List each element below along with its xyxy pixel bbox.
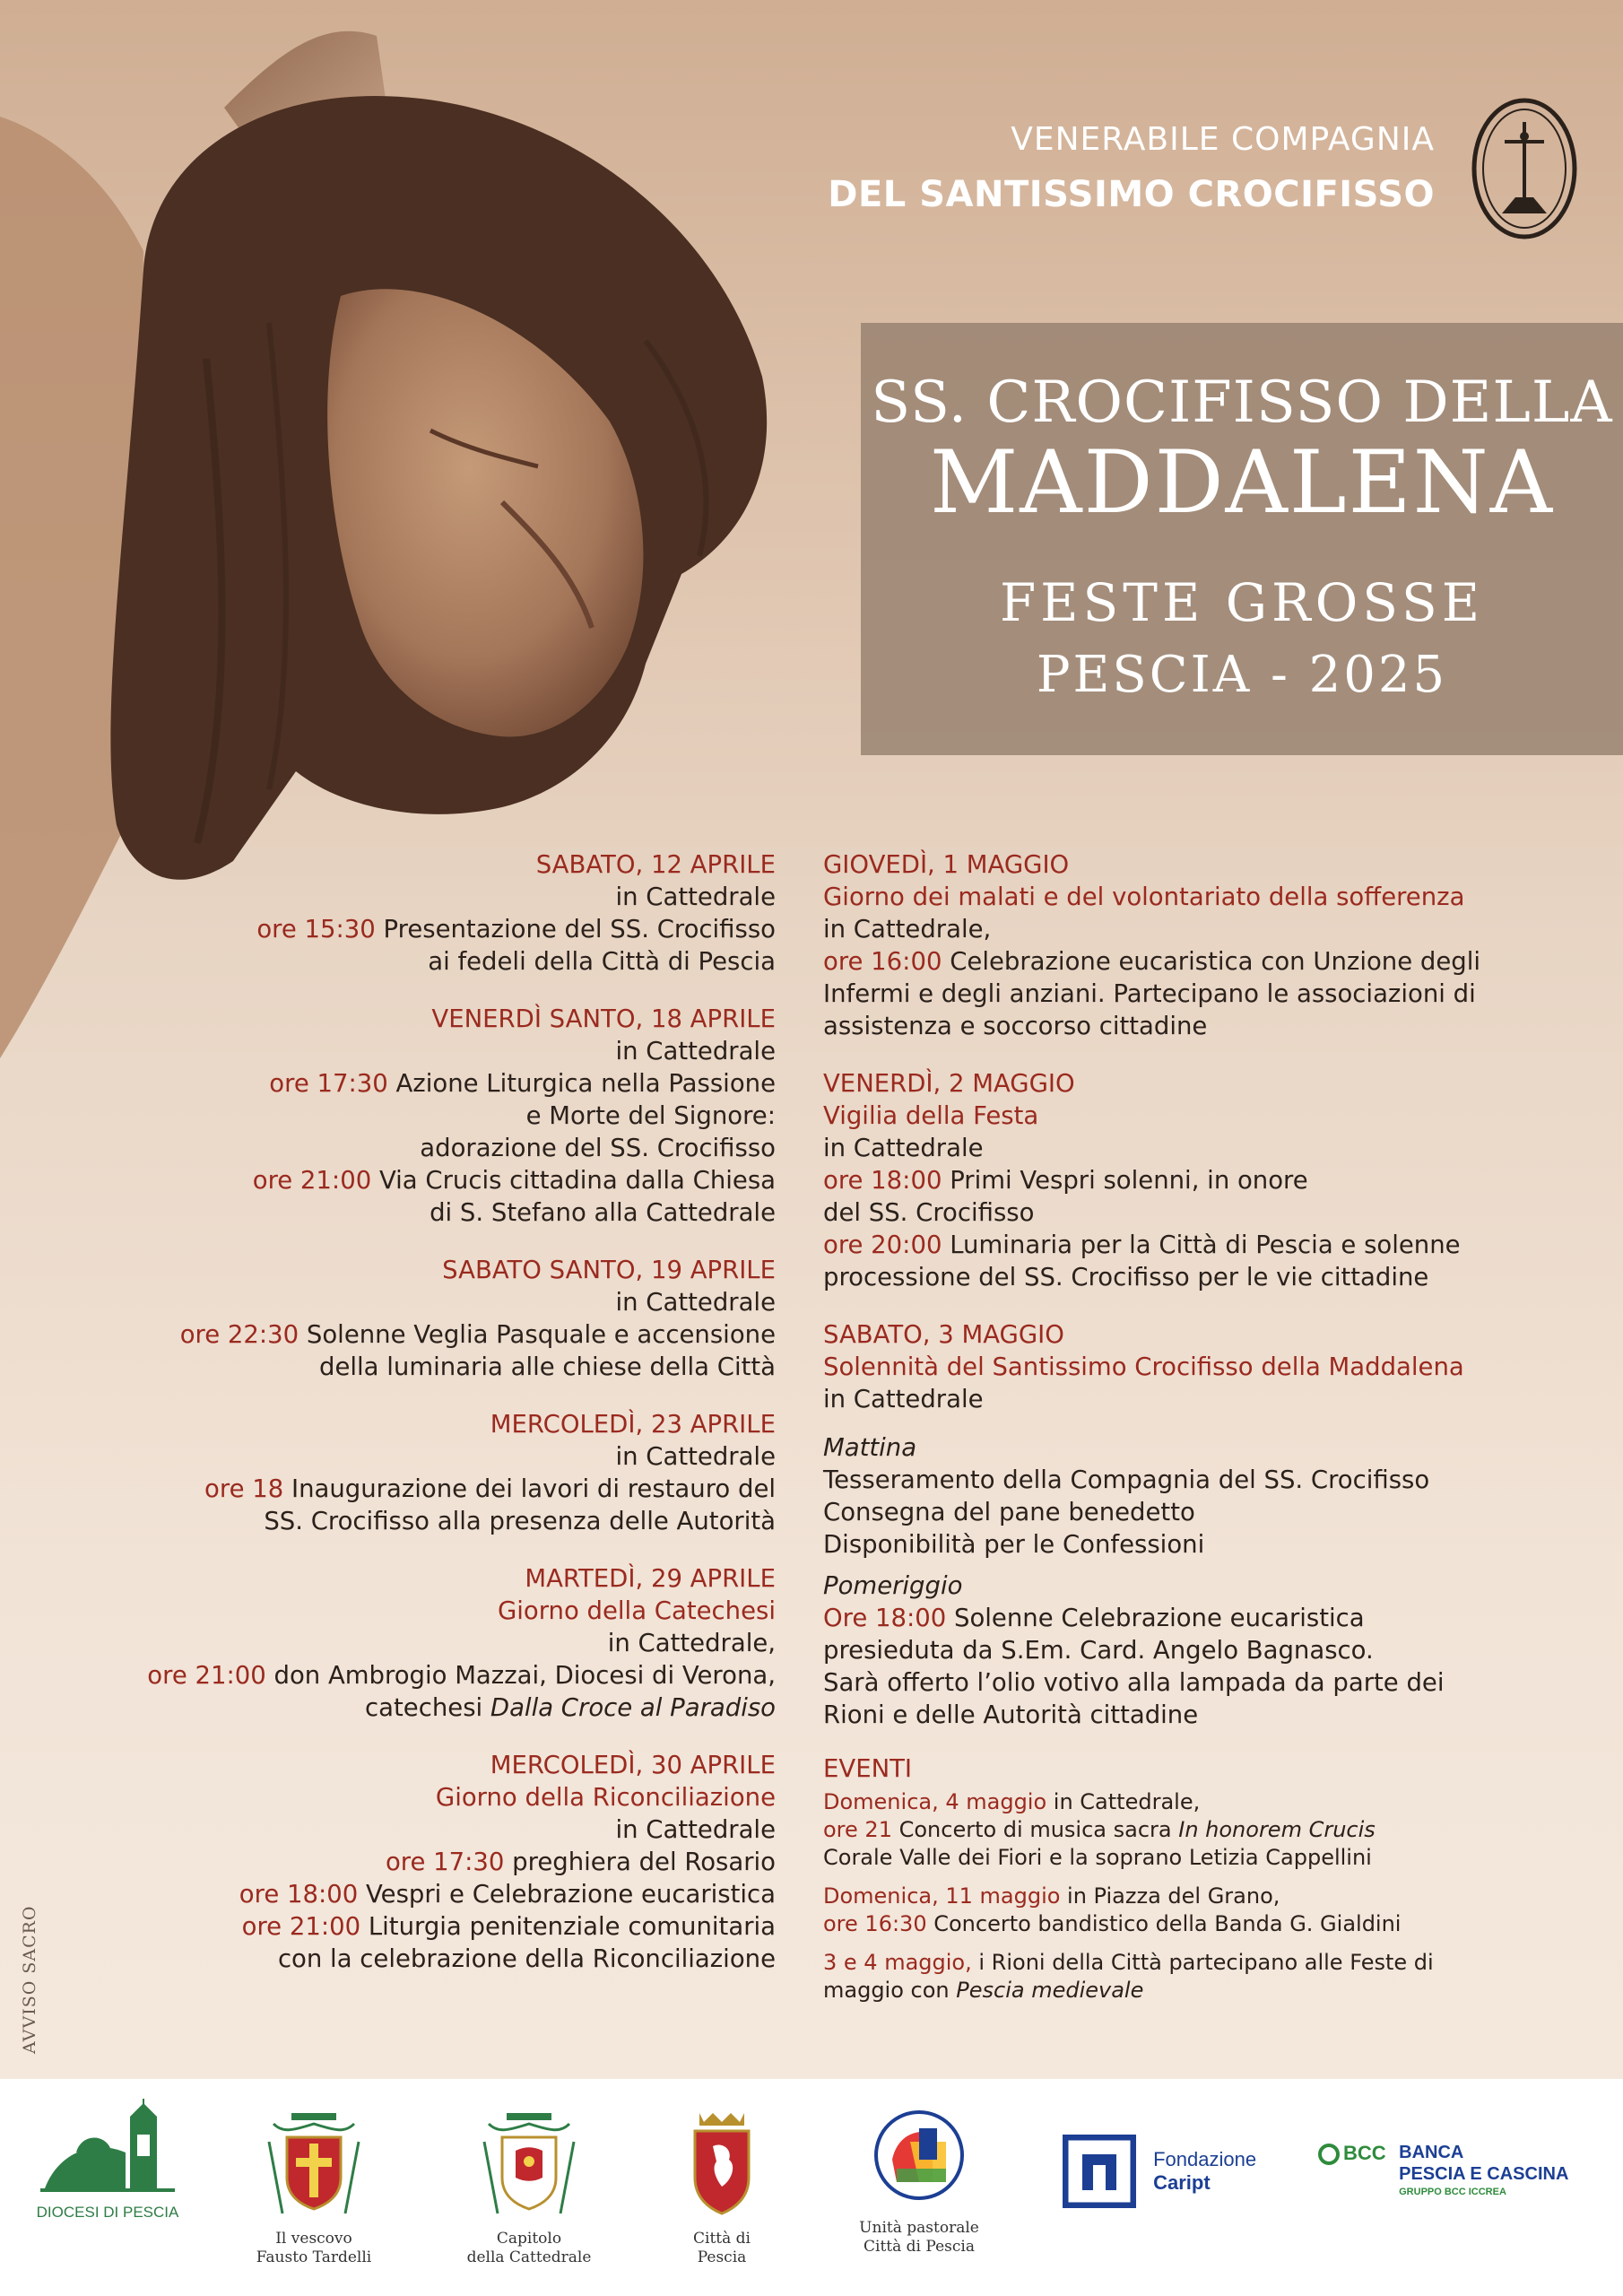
schedule-time: ore 16:00 xyxy=(823,947,942,976)
right-schedule-column xyxy=(823,848,1612,2005)
company-line1: VENERABILE COMPAGNIA xyxy=(1011,121,1435,158)
schedule-text: catechesi xyxy=(365,1693,490,1722)
schedule-text: e Morte del Signore: xyxy=(525,1101,776,1130)
schedule-text: di S. Stefano alla Cattedrale xyxy=(430,1198,776,1227)
evento-date: 3 e 4 maggio, xyxy=(823,1950,972,1975)
city-coat-of-arms-icon xyxy=(677,2106,767,2222)
pomeriggio-line xyxy=(823,1602,1612,1634)
capitolo-coat-of-arms-icon xyxy=(480,2106,578,2222)
evento-performers: Corale Valle dei Fiori e la soprano Letizia Cappellini xyxy=(823,1845,1372,1870)
schedule-day xyxy=(22,1254,776,1383)
schedule-time: ore 15:30 xyxy=(256,915,376,944)
logo-bcc xyxy=(1318,2142,1614,2199)
pomeriggio-section xyxy=(823,1570,1612,1731)
schedule-day-title: MERCOLEDÌ, 23 APRILE xyxy=(490,1410,776,1439)
logo-caption: Capitolo xyxy=(496,2230,562,2248)
logo-diocesi-text: DIOCESI DI PESCIA xyxy=(36,2204,179,2221)
schedule-line xyxy=(22,1878,776,1910)
evento-1 xyxy=(823,1788,1612,1872)
schedule-day xyxy=(22,848,776,978)
schedule-text: Solenne Veglia Pasquale e accensione xyxy=(299,1320,776,1349)
schedule-day-title: VENERDÌ, 2 MAGGIO xyxy=(823,1069,1075,1098)
pomeriggio-time: Ore 18:00 xyxy=(823,1604,947,1632)
schedule-line xyxy=(823,1383,1612,1415)
pomeriggio-line: presieduta da S.Em. Card. Angelo Bagnasco. xyxy=(823,1636,1374,1665)
caript-text xyxy=(1153,2148,1256,2195)
pomeriggio-text: Solenne Celebrazione eucaristica xyxy=(946,1604,1365,1632)
schedule-line xyxy=(823,1196,1612,1229)
schedule-line xyxy=(823,978,1612,1010)
schedule-text: SS. Crocifisso alla presenza delle Autorità xyxy=(264,1507,776,1535)
spacer xyxy=(823,1872,1612,1883)
caript-line2: Caript xyxy=(1153,2171,1211,2194)
evento-date: Domenica, 11 maggio xyxy=(823,1883,1061,1909)
logo-diocesi xyxy=(36,2099,179,2222)
schedule-line xyxy=(22,945,776,978)
logo-caption: Il vescovo xyxy=(275,2230,352,2248)
schedule-text: Celebrazione eucaristica con Unzione degli xyxy=(942,947,1480,976)
schedule-line xyxy=(22,1351,776,1383)
schedule-text: in Cattedrale xyxy=(615,1442,776,1471)
schedule-line xyxy=(22,1318,776,1351)
schedule-text: in Cattedrale xyxy=(823,1134,984,1162)
schedule-line xyxy=(22,1196,776,1229)
evento-desc: Concerto di musica sacra xyxy=(891,1817,1179,1842)
schedule-day-subtitle: Solennità del Santissimo Crocifisso della Maddalena xyxy=(823,1352,1464,1381)
logo-unita-pastorale xyxy=(843,2106,995,2257)
evento-desc: maggio con xyxy=(823,1978,957,2003)
schedule-line xyxy=(823,913,1612,945)
schedule-text: in Cattedrale xyxy=(823,1385,984,1413)
schedule-line xyxy=(823,1132,1612,1164)
schedule-time: ore 17:30 xyxy=(269,1069,388,1098)
schedule-line xyxy=(22,1473,776,1505)
schedule-line xyxy=(22,1100,776,1132)
title-line1: SS. CROCIFISSO DELLA xyxy=(871,370,1613,436)
bcc-logo-icon xyxy=(1318,2144,1340,2165)
evento-title: In honorem Crucis xyxy=(1178,1817,1376,1842)
schedule-line xyxy=(823,1261,1612,1293)
schedule-text: Azione Liturgica nella Passione xyxy=(387,1069,776,1098)
schedule-line xyxy=(22,1659,776,1692)
spacer xyxy=(823,1938,1612,1949)
schedule-text: in Cattedrale xyxy=(615,1037,776,1065)
schedule-line xyxy=(823,1010,1612,1042)
logo-vescovo xyxy=(242,2106,386,2267)
schedule-text: Inaugurazione dei lavori di restauro del xyxy=(283,1474,776,1503)
schedule-day-title: VENERDÌ SANTO, 18 APRILE xyxy=(431,1004,776,1033)
schedule-line xyxy=(823,1164,1612,1196)
schedule-line xyxy=(22,1132,776,1164)
schedule-text: in Cattedrale xyxy=(615,1815,776,1844)
schedule-day-subtitle: Giorno della Catechesi xyxy=(497,1596,776,1625)
schedule-day xyxy=(22,1408,776,1537)
bcc-line1: BANCA xyxy=(1399,2143,1464,2162)
avviso-sacro-label: AVVISO SACRO xyxy=(20,1905,39,2054)
logo-citta xyxy=(655,2106,789,2267)
company-seal-icon xyxy=(1471,97,1578,240)
schedule-line xyxy=(823,1229,1612,1261)
schedule-day xyxy=(22,1562,776,1724)
schedule-text: Liturgia penitenziale comunitaria xyxy=(360,1912,776,1941)
logo-caption: Pescia xyxy=(697,2248,747,2266)
schedule-text: Via Crucis cittadina dalla Chiesa xyxy=(371,1166,776,1195)
eventi-heading: EVENTI xyxy=(823,1754,913,1783)
schedule-text: Primi Vespri solenni, in onore xyxy=(942,1166,1308,1195)
mattina-label: Mattina xyxy=(823,1433,917,1462)
unita-pastorale-icon xyxy=(870,2106,968,2205)
evento-desc: i Rioni della Città partecipano alle Feste di xyxy=(971,1950,1434,1975)
church-icon xyxy=(40,2099,175,2202)
evento-desc: Concerto bandistico della Banda G. Gialdini xyxy=(926,1911,1402,1936)
caript-logo-icon xyxy=(1063,2135,1136,2208)
schedule-day xyxy=(823,1067,1612,1293)
schedule-day xyxy=(22,1003,776,1229)
schedule-day xyxy=(823,848,1612,1042)
evento-place: in Cattedrale, xyxy=(1046,1789,1201,1814)
bishop-coat-of-arms-icon xyxy=(265,2106,363,2222)
logo-caption: Fausto Tardelli xyxy=(256,2248,372,2266)
schedule-text: della luminaria alle chiese della Città xyxy=(319,1352,776,1381)
schedule-time: ore 18:00 xyxy=(239,1880,359,1909)
schedule-text: Presentazione del SS. Crocifisso xyxy=(375,915,776,944)
schedule-line xyxy=(22,1692,776,1724)
schedule-text: ai fedeli della Città di Pescia xyxy=(428,947,776,976)
mattina-line: Consegna del pane benedetto xyxy=(823,1498,1195,1526)
evento-3 xyxy=(823,1949,1612,2005)
schedule-time: ore 18:00 xyxy=(823,1166,942,1195)
schedule-line xyxy=(22,1505,776,1537)
schedule-day-title: MERCOLEDÌ, 30 APRILE xyxy=(490,1751,776,1779)
logo-caption: della Cattedrale xyxy=(466,2248,592,2266)
caript-line1: Fondazione xyxy=(1153,2148,1257,2170)
evento-time: ore 16:30 xyxy=(823,1911,927,1936)
title-line3: FESTE GROSSE xyxy=(999,572,1485,633)
evento-date: Domenica, 4 maggio xyxy=(823,1789,1047,1814)
company-header xyxy=(828,121,1435,215)
schedule-day-subtitle: Giorno della Riconciliazione xyxy=(435,1783,776,1812)
schedule-text: in Cattedrale, xyxy=(823,915,992,944)
bcc-line2: PESCIA E CASCINA xyxy=(1399,2164,1569,2184)
schedule-day xyxy=(22,1749,776,1975)
bcc-line3: GRUPPO BCC ICCREA xyxy=(1399,2187,1506,2197)
pomeriggio-line: Sarà offerto l’olio votivo alla lampada da parte dei xyxy=(823,1668,1445,1697)
mattina-line: Tesseramento della Compagnia del SS. Crocifisso xyxy=(823,1465,1430,1494)
schedule-text: preghiera del Rosario xyxy=(504,1848,776,1876)
mattina-section xyxy=(823,1431,1612,1561)
schedule-line xyxy=(22,881,776,913)
logo-caption: Città di xyxy=(693,2230,751,2248)
schedule-text: in Cattedrale xyxy=(615,1288,776,1317)
schedule-day-title: GIOVEDÌ, 1 MAGGIO xyxy=(823,850,1070,879)
pomeriggio-line: Rioni e delle Autorità cittadine xyxy=(823,1700,1199,1729)
evento-time: ore 21 xyxy=(823,1817,892,1842)
schedule-text: in Cattedrale xyxy=(615,883,776,911)
schedule-line xyxy=(22,1846,776,1878)
schedule-day xyxy=(823,1318,1612,1415)
logo-caption: Unità pastorale xyxy=(859,2219,979,2237)
schedule-line xyxy=(22,1910,776,1943)
right-schedule-list xyxy=(823,848,1612,1415)
schedule-day-subtitle: Giorno dei malati e del volontariato della sofferenza xyxy=(823,883,1465,911)
schedule-line xyxy=(22,1440,776,1473)
schedule-italic-title: Dalla Croce al Paradiso xyxy=(490,1693,776,1722)
logo-fondazione-caript xyxy=(1063,2135,1296,2208)
schedule-text: del SS. Crocifisso xyxy=(823,1198,1035,1227)
title-box xyxy=(861,323,1623,755)
schedule-text: Luminaria per la Città di Pescia e solenne xyxy=(942,1231,1461,1259)
schedule-time: ore 21:00 xyxy=(252,1166,372,1195)
schedule-day-subtitle: Vigilia della Festa xyxy=(823,1101,1039,1130)
schedule-line xyxy=(823,945,1612,978)
company-line2: DEL SANTISSIMO CROCIFISSO xyxy=(828,174,1435,215)
schedule-line xyxy=(22,1813,776,1846)
evento-2 xyxy=(823,1883,1612,1938)
pomeriggio-label: Pomeriggio xyxy=(823,1571,963,1600)
schedule-line xyxy=(22,913,776,945)
schedule-text: Infermi e degli anziani. Partecipano le associazioni di xyxy=(823,979,1476,1008)
left-schedule-column xyxy=(22,848,776,2000)
schedule-day-title: SABATO, 3 MAGGIO xyxy=(823,1320,1064,1349)
bcc-mark xyxy=(1318,2142,1386,2165)
evento-title: Pescia medievale xyxy=(956,1978,1144,2003)
mattina-line: Disponibilità per le Confessioni xyxy=(823,1530,1205,1559)
schedule-text: adorazione del SS. Crocifisso xyxy=(420,1134,776,1162)
schedule-text: in Cattedrale, xyxy=(607,1629,776,1657)
schedule-text: don Ambrogio Mazzai, Diocesi di Verona, xyxy=(265,1661,776,1690)
schedule-time: ore 17:30 xyxy=(385,1848,505,1876)
schedule-line xyxy=(22,1067,776,1100)
bcc-text xyxy=(1399,2142,1568,2199)
schedule-line xyxy=(22,1164,776,1196)
schedule-line xyxy=(22,1627,776,1659)
schedule-text: assistenza e soccorso cittadine xyxy=(823,1012,1208,1040)
logo-capitolo xyxy=(457,2106,601,2267)
schedule-time: ore 22:30 xyxy=(179,1320,299,1349)
schedule-day-title: SABATO, 12 APRILE xyxy=(535,850,776,879)
schedule-day-title: MARTEDÌ, 29 APRILE xyxy=(525,1564,776,1593)
schedule-text: con la celebrazione della Riconciliazione xyxy=(277,1944,776,1973)
schedule-time: ore 20:00 xyxy=(823,1231,942,1259)
schedule-time: ore 18 xyxy=(204,1474,284,1503)
schedule-time: ore 21:00 xyxy=(147,1661,266,1690)
sponsor-footer xyxy=(0,2079,1623,2296)
title-line2: MADDALENA xyxy=(929,432,1555,533)
schedule-text: processione del SS. Crocifisso per le vie cittadine xyxy=(823,1263,1429,1292)
title-line4: PESCIA - 2025 xyxy=(1036,646,1448,704)
schedule-line xyxy=(22,1035,776,1067)
schedule-line xyxy=(22,1286,776,1318)
schedule-line xyxy=(22,1943,776,1975)
schedule-time: ore 21:00 xyxy=(241,1912,361,1941)
eventi-section xyxy=(823,1752,1612,2005)
schedule-day-title: SABATO SANTO, 19 APRILE xyxy=(442,1256,776,1284)
logo-caption: Città di Pescia xyxy=(864,2238,975,2256)
evento-place: in Piazza del Grano, xyxy=(1060,1883,1280,1909)
bcc-mark-text: BCC xyxy=(1343,2142,1386,2164)
schedule-text: Vespri e Celebrazione eucaristica xyxy=(358,1880,776,1909)
